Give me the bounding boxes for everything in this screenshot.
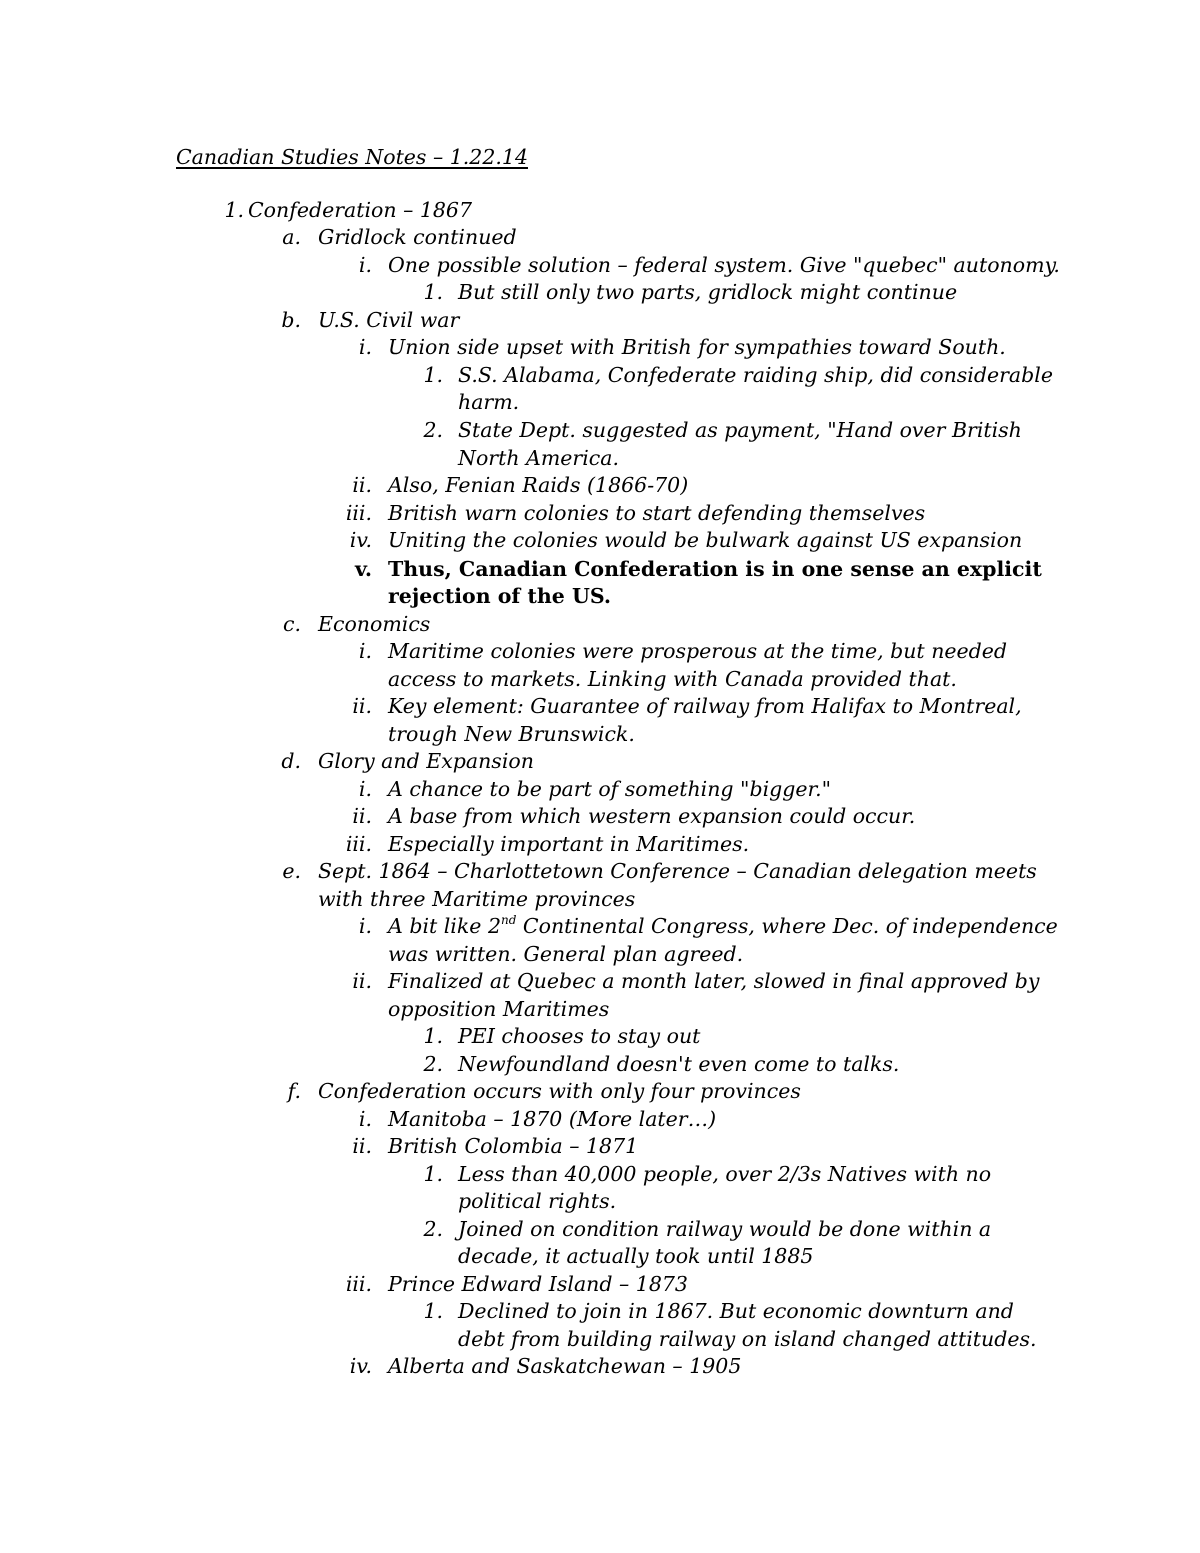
document-page: Canadian Studies Notes – 1.22.14 1. Confederation – 1867 a. Gridlock continued i. One possible solution – federal system. Give "quebec" autonomy. 1. But still only two parts, gridlock might continue b. U.S. Civil war i. Union side upset with British for sympathies toward South. 1. S.S. Alabama, Confederate raiding ship, did considerable harm. 2. State Dept. suggested as payment, "Hand over British North America. ii. Also, Fenian Raids (1866-70) iii. British warn colonies to start defending themselves iv. Uniting the colonies would be bulwark against US expansion v. Thus, Canadian Confederation is in one sense an explicit rejection of the US. c. Economics i. Maritime colonies were prosperous at the time, but needed access to markets. Linking with Canada provided that. ii. Key element: Guarantee of railway from Halifax to Montreal, trough New Brunswick. d. Glory and Expansion i. A chance to be part of something "bigger." ii. A base from which western expansion could occur. iii. Especially important in Maritimes. e. Sept. 1864 – Charlottetown Conference – Canadian delegation meets with three Maritime provinces i. A bit like 2nd Continental Congress, where Dec. of independence was written. General plan agreed. ii. Finalized at Quebec a month later, slowed in final approved by opposition Maritimes 1. PEI chooses to stay out 2. Newfoundland doesn't even come to talks. f. Confederation occurs with only four provinces i. Manitoba – 1870 (More later…) ii. British Colombia – 1871 1. Less than 40,000 people, over 2/3s Natives with no political rights. 2. Joined on condition railway would be done within a decade, it actually took until 1885 iii. Prince Edward Island – 1873 1. Declined to join in 1867. But economic downturn and debt from building railway on island changed attitudes. iv. Alberta and Saskatchewan – 1905 — [0, 0, 1200, 1553]
page-title: Canadian Studies Notes – 1.22.14 — [176, 145, 528, 169]
